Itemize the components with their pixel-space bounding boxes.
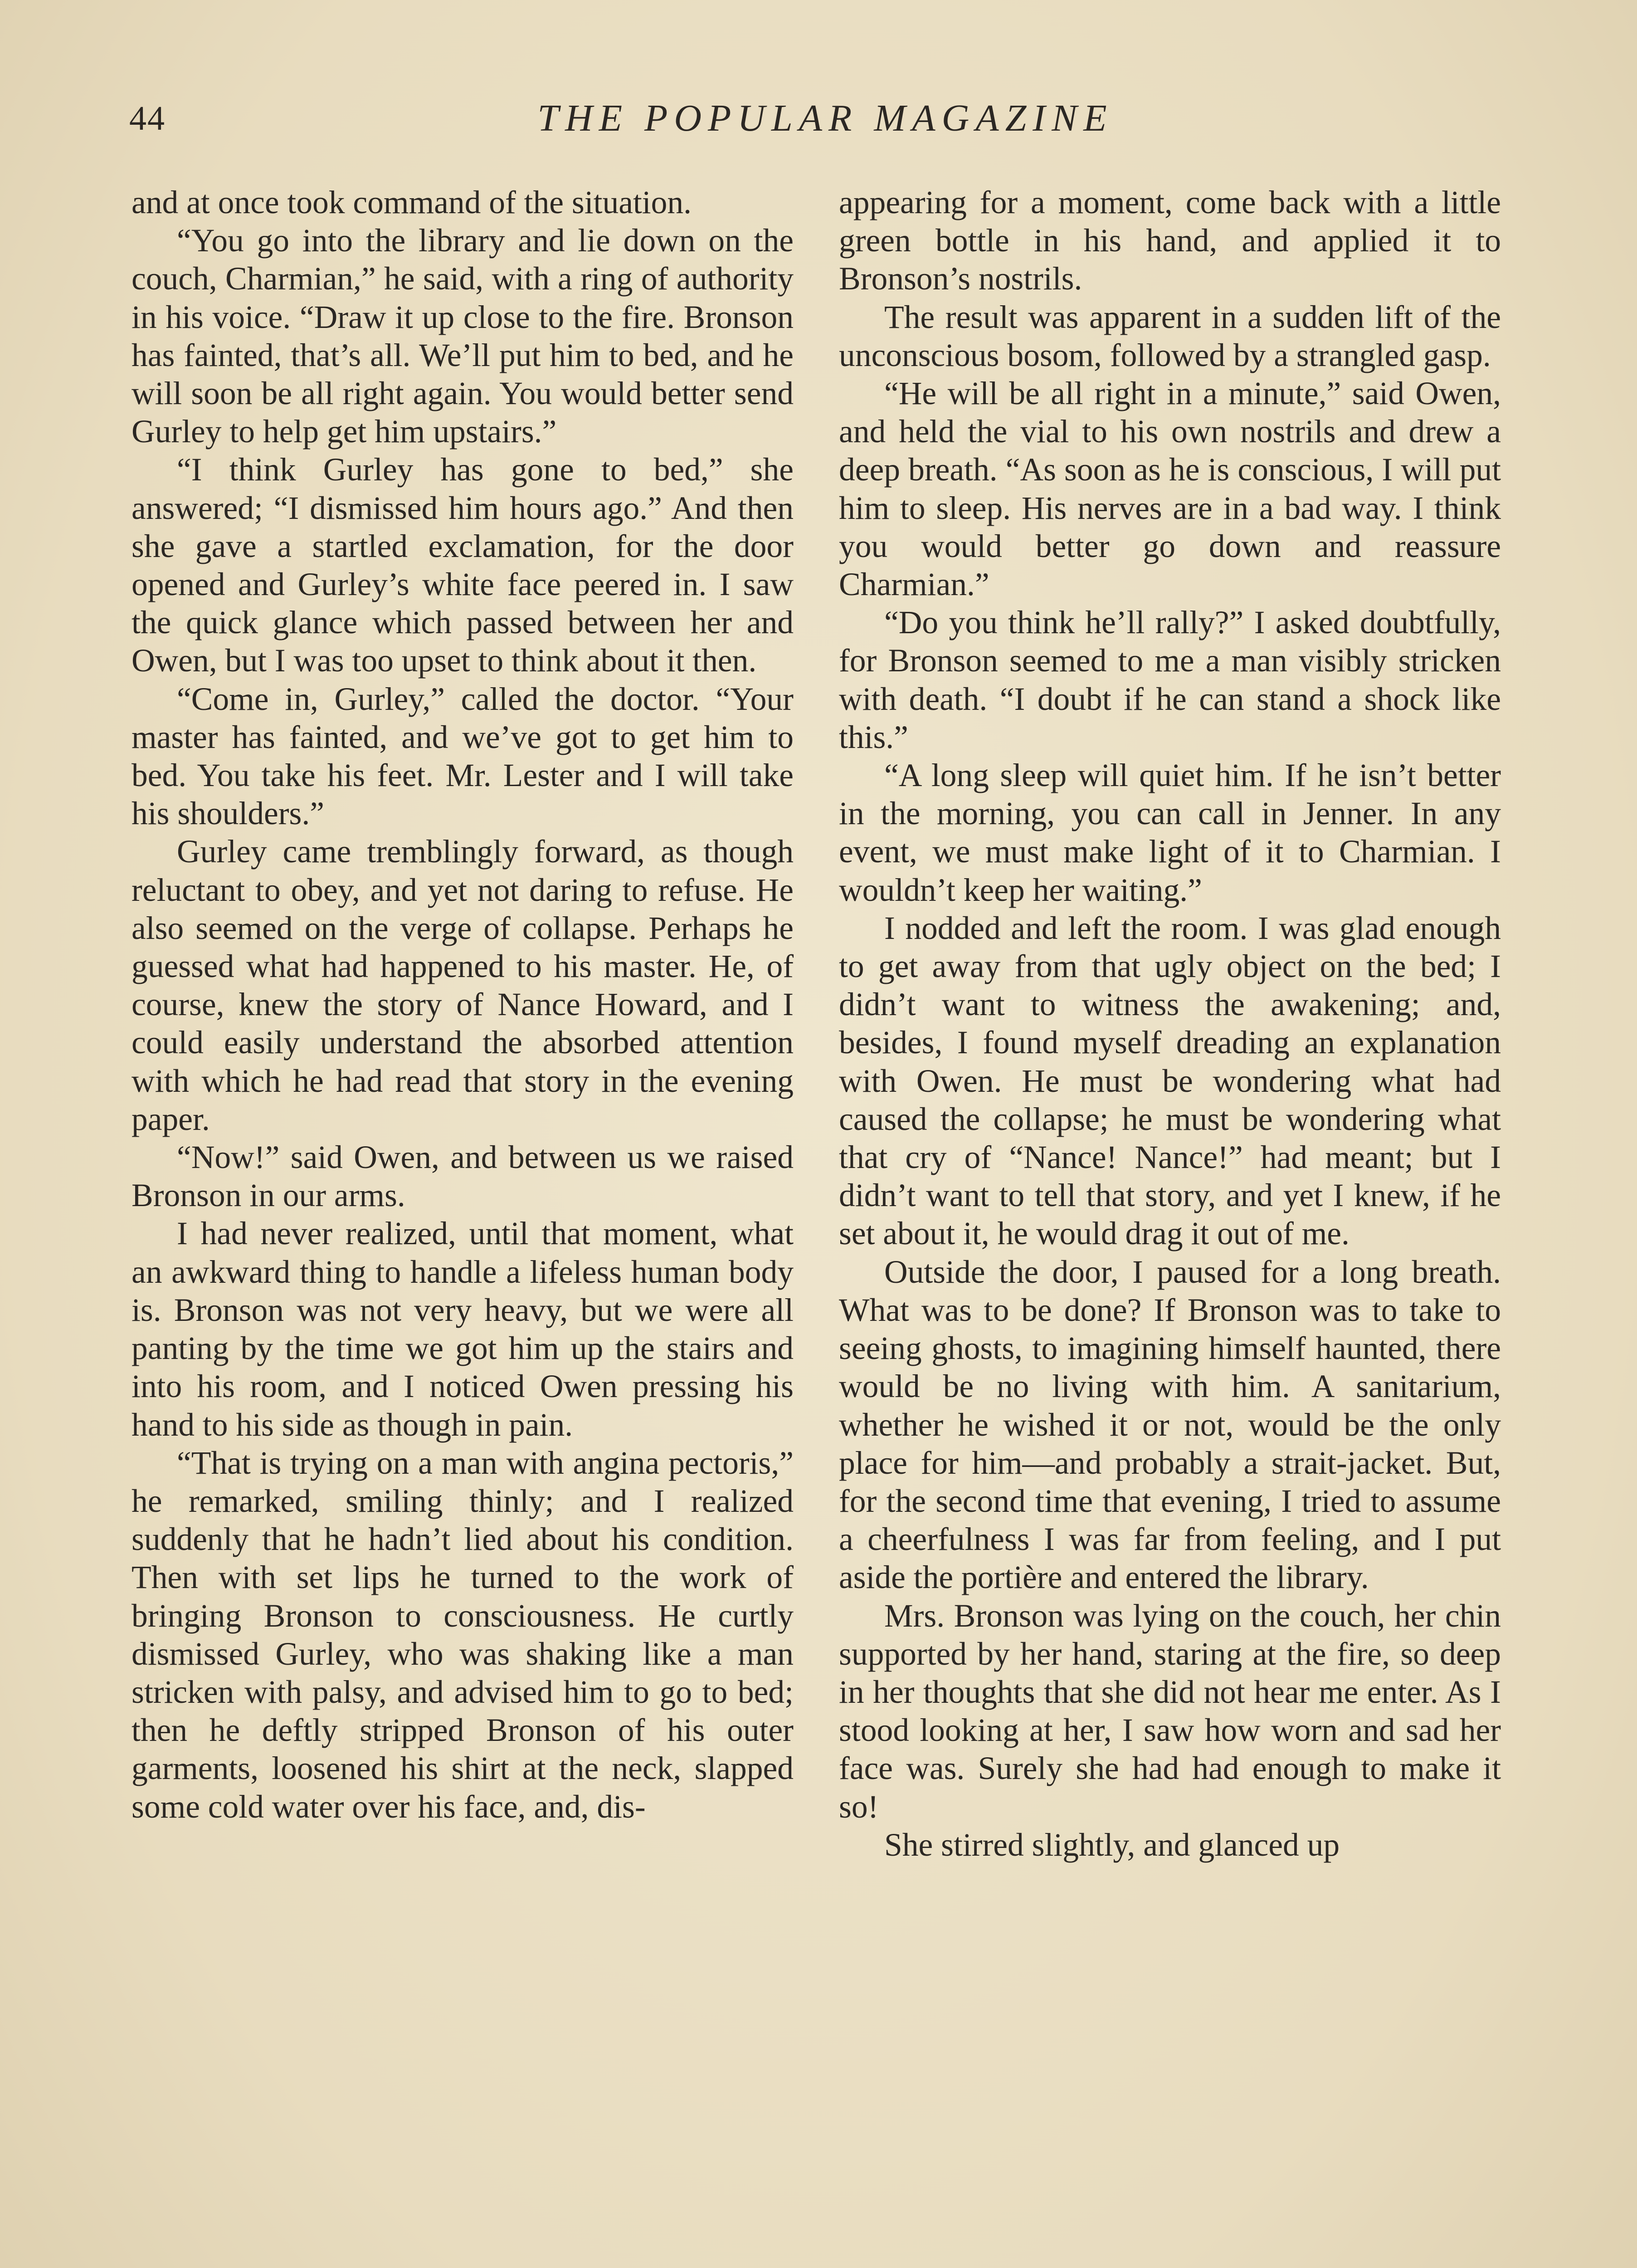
running-head: THE POPULAR MAGAZINE xyxy=(537,97,1113,139)
paragraph: I had never realized, until that moment, what an awkward thing to handle a lifeless human body is. Bronson was not very heavy, but we were all panting by the time we got him up the stairs and into his room, and I noticed Owen pressing his hand to his side as though in pain. xyxy=(132,1216,794,1443)
paragraph: Outside the door, I paused for a long breath. What was to be done? If Bronson was to take to seeing ghosts, to imagining himself haunted, there would be no living with him. A sanitarium, whether he wished it or not, would be the only place for him—and probably a strait-jacket. But, for the second time that evening, I tried to assume a cheerfulness I was far from feeling, and I put aside the portière and entered the library. xyxy=(839,1254,1501,1596)
paragraph: “A long sleep will quiet him. If he isn’t better in the morning, you can call in Jenner. In any event, we must make light of it to Charmian. I wouldn’t keep her waiting.” xyxy=(839,758,1501,908)
paragraph: “Come in, Gurley,” called the doctor. “Your master has fainted, and we’ve got to get him to bed. You take his feet. Mr. Lester and I will take his shoulders.” xyxy=(132,681,794,832)
paragraph: “He will be all right in a minute,” said Owen, and held the vial to his own nostrils and drew a deep breath. “As soon as he is conscious, I will put him to sleep. His nerves are in a bad way. I think you would better go down and reassure Charmian.” xyxy=(839,376,1501,603)
paragraph: “Now!” said Owen, and between us we raised Bronson in our arms. xyxy=(132,1139,794,1214)
paragraph: Gurley came tremblingly forward, as though reluctant to obey, and yet not daring to refuse. He also seemed on the verge of collapse. Perhaps he guessed what had happened to his master. He, of course, knew the story of Nance Howard, and I could easily understand the absorbed attention with which he had read that story in the evening paper. xyxy=(132,834,794,1137)
left-column xyxy=(132,184,794,1826)
paragraph: Mrs. Bronson was lying on the couch, her chin supported by her hand, staring at the fire, so deep in her thoughts that she did not hear me enter. As I stood looking at her, I saw how worn and sad her face was. Surely she had had enough to make it so! xyxy=(839,1598,1501,1825)
paragraph: I nodded and left the room. I was glad enough to get away from that ugly object on the bed; I didn’t want to witness the awakening; and, besides, I found myself dreading an explanation with Owen. He must be wondering what had caused the collapse; he must be wondering what that cry of “Nance! Nance!” had meant; but I didn’t want to tell that story, and yet I knew, if he set about it, he would drag it out of me. xyxy=(839,910,1501,1252)
paragraph: The result was apparent in a sudden lift of the unconscious bosom, followed by a strangled gasp. xyxy=(839,299,1501,373)
paragraph: “That is trying on a man with angina pectoris,” he remarked, smiling thinly; and I realized suddenly that he hadn’t lied about his condition. Then with set lips he turned to the work of bringing Bronson to consciousness. He curtly dismissed Gurley, who was shaking like a man stricken with palsy, and advised him to go to bed; then he deftly stripped Bronson of his outer garments, loosened his shirt at the neck, slapped some cold water over his face, and, dis- xyxy=(132,1445,794,1825)
paragraph: and at once took command of the situation. xyxy=(132,185,692,220)
paragraph: “I think Gurley has gone to bed,” she answered; “I dismissed him hours ago.” And then she gave a startled exclamation, for the door opened and Gurley’s white face peered in. I saw the quick glance which passed between her and Owen, but I was too upset to think about it then. xyxy=(132,452,794,679)
paragraph: “You go into the library and lie down on the couch, Charmian,” he said, with a ring of authority in his voice. “Draw it up close to the fire. Bronson has fainted, that’s all. We’ll put him to bed, and he will soon be all right again. You would better send Gurley to help get him upstairs.” xyxy=(132,223,794,450)
paragraph: appearing for a moment, come back with a little green bottle in his hand, and applied it to Bronson’s nostrils. xyxy=(839,185,1501,297)
paragraph: She stirred slightly, and glanced up xyxy=(884,1827,1340,1863)
right-column xyxy=(839,184,1501,1864)
paragraph: “Do you think he’ll rally?” I asked doubtfully, for Bronson seemed to me a man visibly stricken with death. “I doubt if he can stand a shock like this.” xyxy=(839,605,1501,755)
page-number: 44 xyxy=(129,99,166,137)
